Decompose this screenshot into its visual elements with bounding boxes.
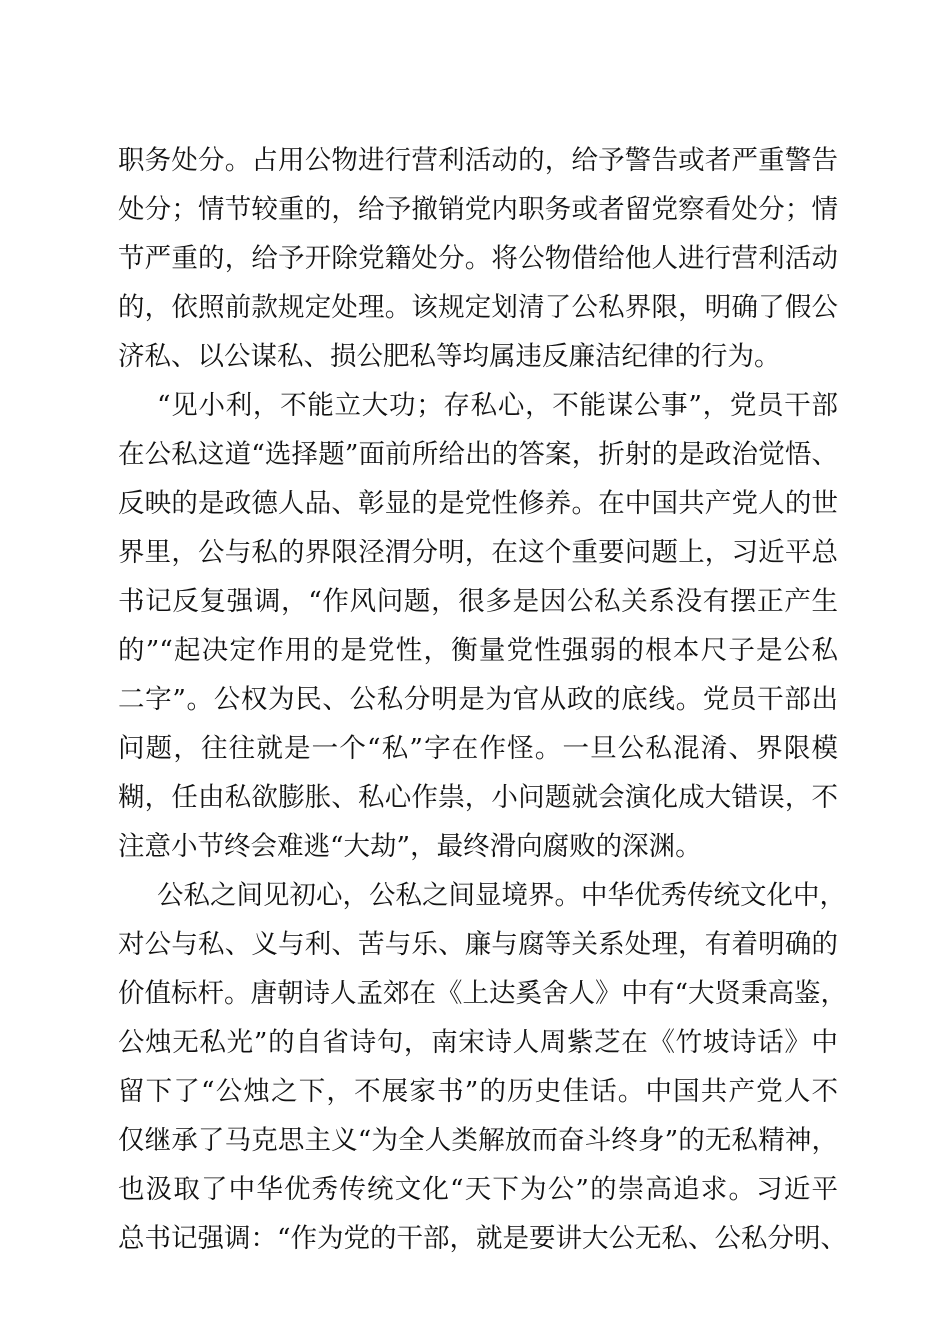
text-line: 界里，公与私的界限泾渭分明，在这个重要问题上，习近平总 [118,537,838,568]
text-line: 书记反复强调，“作风问题，很多是因公私关系没有摆正产生 [118,586,838,617]
text-line: 反映的是政德人品、彰显的是党性修养。在中国共产党人的世 [118,488,838,519]
text-line: 留下了“公烛之下，不展家书”的历史佳话。中国共产党人不 [118,1076,838,1107]
text-line: 公烛无私光”的自省诗句，南宋诗人周紫芝在《竹坡诗话》中 [118,1027,838,1058]
text-line: 济私、以公谋私、损公肥私等均属违反廉洁纪律的行为。 [118,341,781,372]
text-line: 处分；情节较重的，给予撤销党内职务或者留党察看处分；情 [118,194,838,225]
text-line: 仅继承了马克思主义“为全人类解放而奋斗终身”的无私精神， [118,1125,838,1156]
text-line: 总书记强调：“作为党的干部，就是要讲大公无私、公私分明、 [118,1223,848,1254]
text-line: 价值标杆。唐朝诗人孟郊在《上达奚舍人》中有“大贤秉高鉴， [118,978,848,1009]
text-line: 糊，任由私欲膨胀、私心作祟，小问题就会演化成大错误，不 [118,782,838,813]
text-line: 注意小节终会难逃“大劫”，最终滑向腐败的深渊。 [118,831,702,862]
text-line: 的，依照前款规定处理。该规定划清了公私界限，明确了假公 [118,292,838,323]
text-line: 对公与私、义与利、苦与乐、廉与腐等关系处理，有着明确的 [118,929,838,960]
text-line: “见小利，不能立大功；存私心，不能谋公事”，党员干部 [157,390,838,421]
text-line: 职务处分。占用公物进行营利活动的，给予警告或者严重警告 [118,145,838,176]
text-line: 也汲取了中华优秀传统文化“天下为公”的崇高追求。习近平 [118,1174,838,1205]
text-line: 的”“起决定作用的是党性，衡量党性强弱的根本尺子是公私 [118,635,838,666]
text-line: 在公私这道“选择题”面前所给出的答案，折射的是政治觉悟、 [118,439,838,470]
text-line: 问题，往往就是一个“私”字在作怪。一旦公私混淆、界限模 [118,733,838,764]
text-line: 节严重的，给予开除党籍处分。将公物借给他人进行营利活动 [118,243,838,274]
text-line: 二字”。公权为民、公私分明是为官从政的底线。党员干部出 [118,684,838,715]
text-line: 公私之间见初心，公私之间显境界。中华优秀传统文化中， [157,880,846,911]
